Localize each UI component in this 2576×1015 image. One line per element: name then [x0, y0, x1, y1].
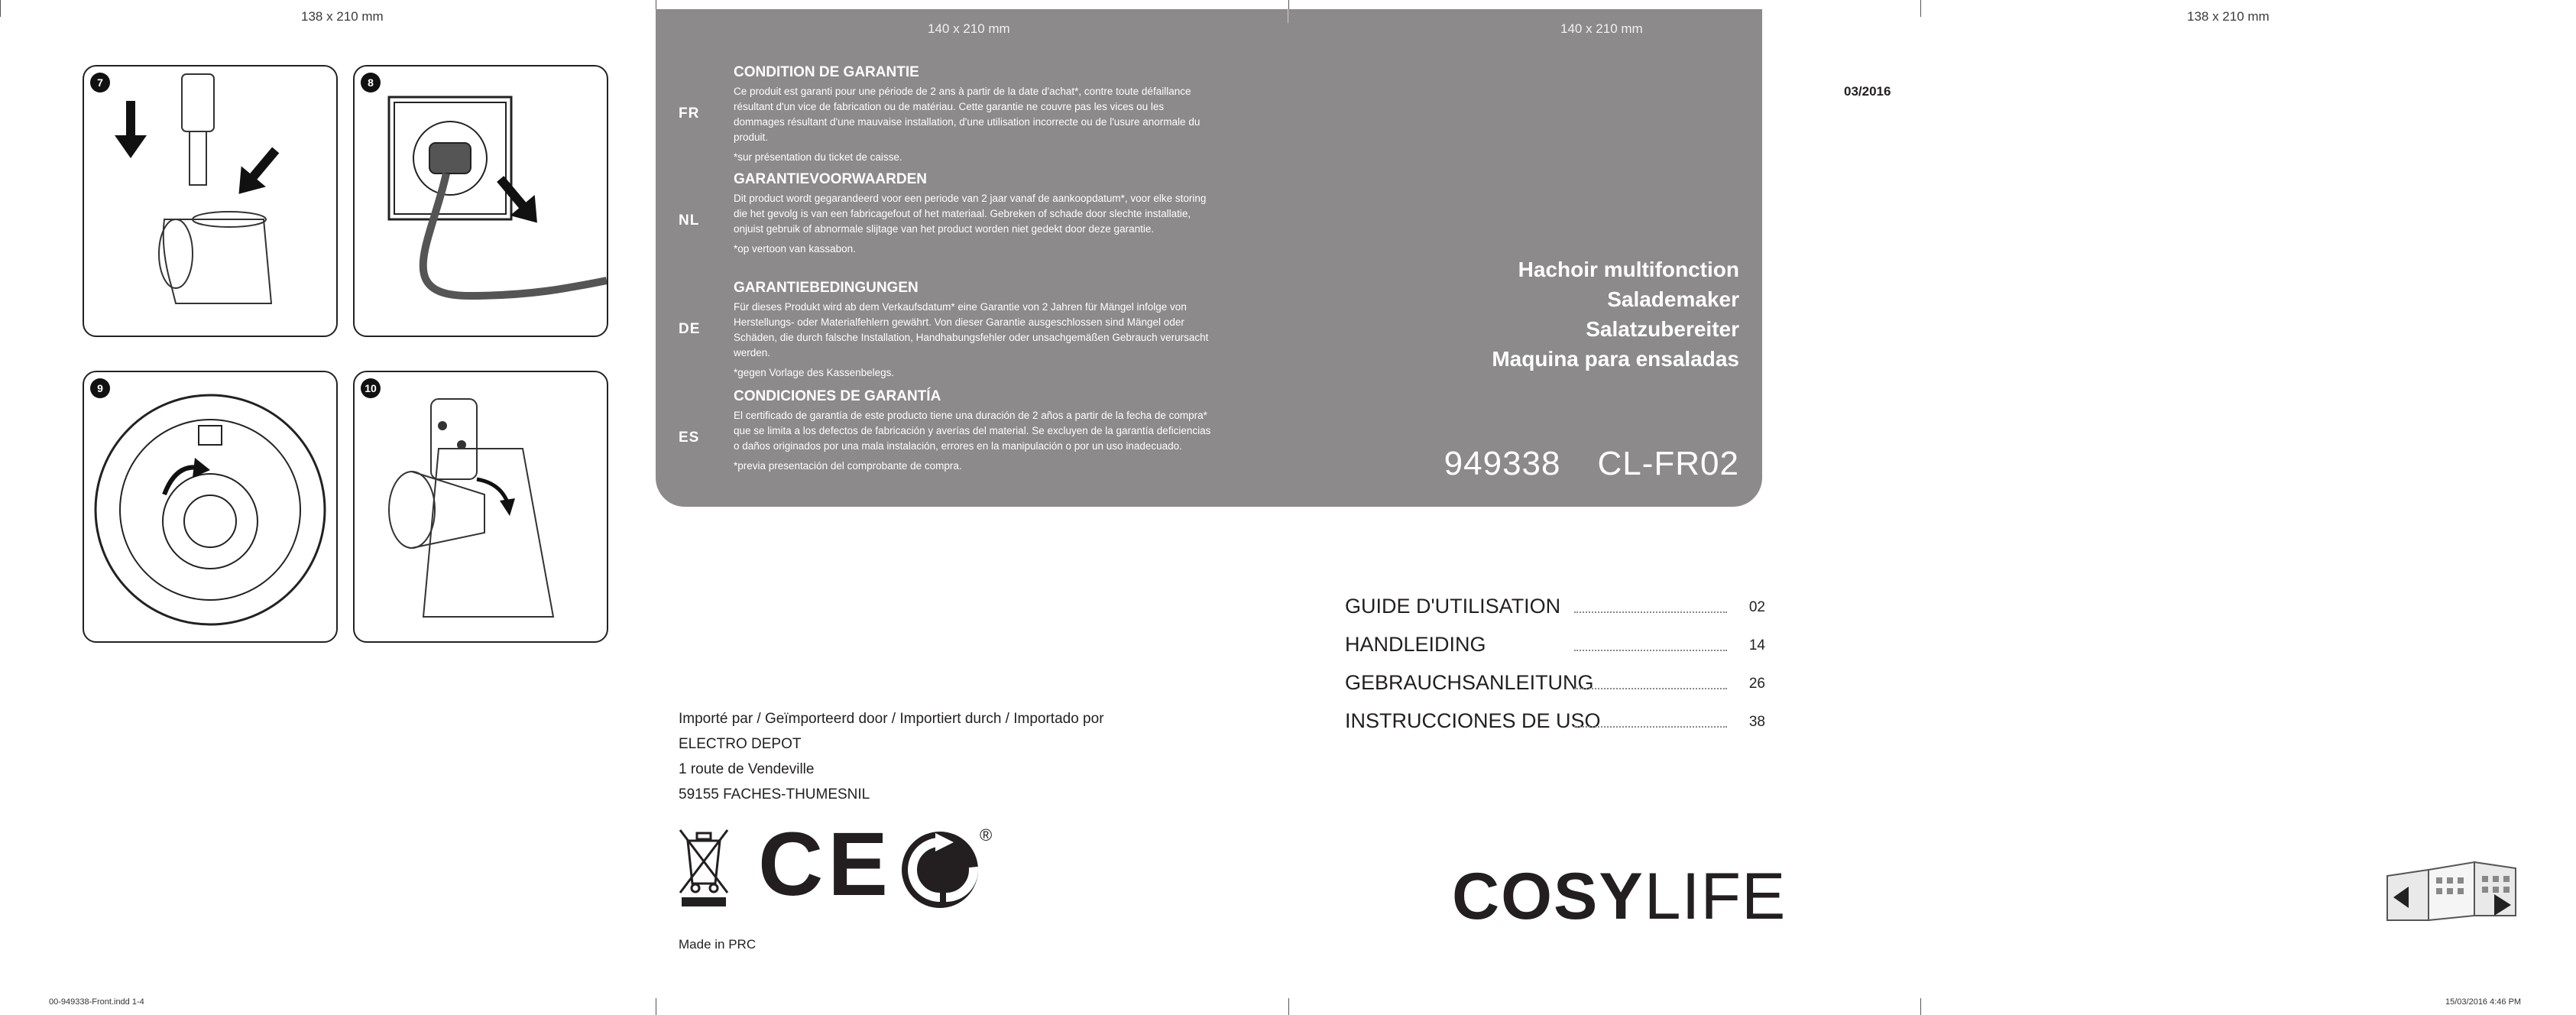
crop-mark	[1920, 0, 1921, 17]
lang-code-nl: NL	[679, 212, 700, 229]
step-number: 8	[361, 73, 381, 92]
product-title-nl: Salademaker	[1607, 287, 1739, 311]
warranty-nl	[734, 171, 1215, 255]
file-slug: 00-949338-Front.indd 1-4	[49, 997, 144, 1007]
booklet-fold-icon	[2383, 854, 2520, 923]
cover-panel	[656, 9, 1762, 507]
dimension-label-center-left: 140 x 210 mm	[928, 21, 1010, 36]
warranty-note: *gegen Vorlage des Kassenbelegs.	[734, 367, 895, 378]
step-7-panel	[83, 65, 338, 337]
cone-illustration	[355, 372, 607, 641]
logo-life: LIFE	[1644, 860, 1787, 933]
product-model: CL-FR02	[1597, 445, 1739, 482]
importer-name: ELECTRO DEPOT	[679, 736, 802, 752]
importer-line: Importé par / Geïmporteerd door / Importiert durch / Importado por	[679, 711, 1104, 727]
dimension-label-left: 138 x 210 mm	[301, 9, 384, 24]
drum-illustration	[84, 372, 336, 641]
assembly-illustration	[84, 66, 336, 336]
toc-leader	[1574, 726, 1727, 728]
toc-page: 26	[1748, 676, 1765, 692]
warranty-title: GARANTIEVOORWAARDEN	[734, 171, 927, 187]
timestamp-slug: 15/03/2016 4:46 PM	[2445, 997, 2522, 1007]
product-codes	[1444, 445, 1739, 483]
toc-row[interactable]	[1345, 671, 1765, 697]
toc-leader	[1574, 611, 1727, 613]
lang-code-de: DE	[679, 321, 701, 337]
lang-code-es: ES	[679, 430, 700, 446]
warranty-note: *previa presentación del comprobante de compra.	[734, 460, 962, 472]
warranty-note: *sur présentation du ticket de caisse.	[734, 151, 902, 163]
toc-label: GUIDE D'UTILISATION	[1345, 595, 1561, 618]
warranty-title: CONDICIONES DE GARANTÍA	[734, 388, 941, 404]
ce-mark: CE	[758, 814, 893, 915]
toc-row[interactable]	[1345, 595, 1765, 621]
registered-mark: ®	[980, 825, 993, 845]
crop-mark	[0, 0, 1, 17]
weee-bin-icon	[677, 827, 731, 908]
product-title-fr: Hachoir multifonction	[1518, 258, 1739, 281]
made-in-label: Made in PRC	[679, 937, 757, 952]
toc-page: 38	[1748, 714, 1765, 730]
toc-leader	[1574, 688, 1727, 689]
warranty-de	[734, 280, 1215, 378]
step-8-panel	[353, 65, 608, 337]
step-number: 7	[90, 73, 110, 92]
toc-leader	[1574, 650, 1727, 651]
toc-page: 14	[1748, 637, 1765, 653]
toc-page: 02	[1748, 599, 1765, 615]
crop-mark	[1288, 998, 1289, 1015]
toc-label: HANDLEIDING	[1345, 633, 1486, 656]
toc-row[interactable]	[1345, 709, 1765, 735]
importer-street: 1 route de Vendeville	[679, 761, 815, 777]
warranty-fr	[734, 64, 1215, 163]
warranty-note: *op vertoon van kassabon.	[734, 243, 856, 255]
toc-label: INSTRUCCIONES DE USO	[1345, 709, 1601, 732]
unplug-illustration	[355, 66, 607, 336]
dimension-label-center-right: 140 x 210 mm	[1560, 21, 1643, 36]
warranty-es	[734, 388, 1215, 472]
step-9-panel	[83, 371, 338, 643]
dimension-label-right: 138 x 210 mm	[2187, 9, 2270, 24]
warranty-text: Ce produit est garanti pour une période de 2 ans à partir de la date d'achat*, contre toute défaillance résultant d'un vice de fabrication ou de matériau. Cette garantie ne couvre pas les vices ou les dommages résultant d'une mauvaise installation, d'une utilisation incorrecte ou de l'usure anormale du produit.	[734, 86, 1201, 143]
toc-label: GEBRAUCHSANLEITUNG	[1345, 671, 1594, 694]
warranty-text: El certificado de garantía de este producto tiene una duración de 2 años a partir de la fecha de compra* que se limita a los defectos de fabricación y averías del material. Se excluyen de la garantía deficiencias o daños originados por una mala instalación, errores en la manipulación o por un uso inadecuado.	[734, 410, 1211, 452]
product-title-es: Maquina para ensaladas	[1492, 347, 1739, 371]
step-number: 9	[90, 378, 110, 398]
logo-cosy: COSY	[1452, 860, 1644, 933]
step-10-panel	[353, 371, 608, 643]
crop-mark	[1920, 998, 1921, 1015]
product-title-de: Salatzubereiter	[1586, 317, 1739, 341]
print-date: 03/2016	[1844, 84, 1891, 99]
step-number: 10	[361, 378, 381, 398]
warranty-title: GARANTIEBEDINGUNGEN	[734, 280, 919, 296]
warranty-text: Dit product wordt gegarandeerd voor een periode van 2 jaar vanaf de aankoopdatum*, voor elke storing die het gevolg is van een fabricagefout of het materiaal. Gebreken of schade door slechte installatie, onjuist gebruik of abnormale slijtage van het product worden niet gedekt door deze garantie.	[734, 193, 1207, 235]
importer-city: 59155 FACHES-THUMESNIL	[679, 786, 870, 803]
warranty-text: Für dieses Produkt wird ab dem Verkaufsdatum* eine Garantie von 2 Jahren für Mängel infolge von Herstellungs- oder Materialfehlern gewährt. Von dieser Garantie ausgeschlossen sind Mängel oder Schäden, die durch falsche Installation, Handhabungsfehler oder unsachgemäßen Gebrauch verursacht werden.	[734, 301, 1209, 358]
lang-code-fr: FR	[679, 105, 700, 122]
toc-row[interactable]	[1345, 633, 1765, 659]
warranty-title: CONDITION DE GARANTIE	[734, 64, 919, 80]
product-reference: 949338	[1444, 445, 1561, 482]
cosylife-logo	[1452, 860, 1787, 933]
